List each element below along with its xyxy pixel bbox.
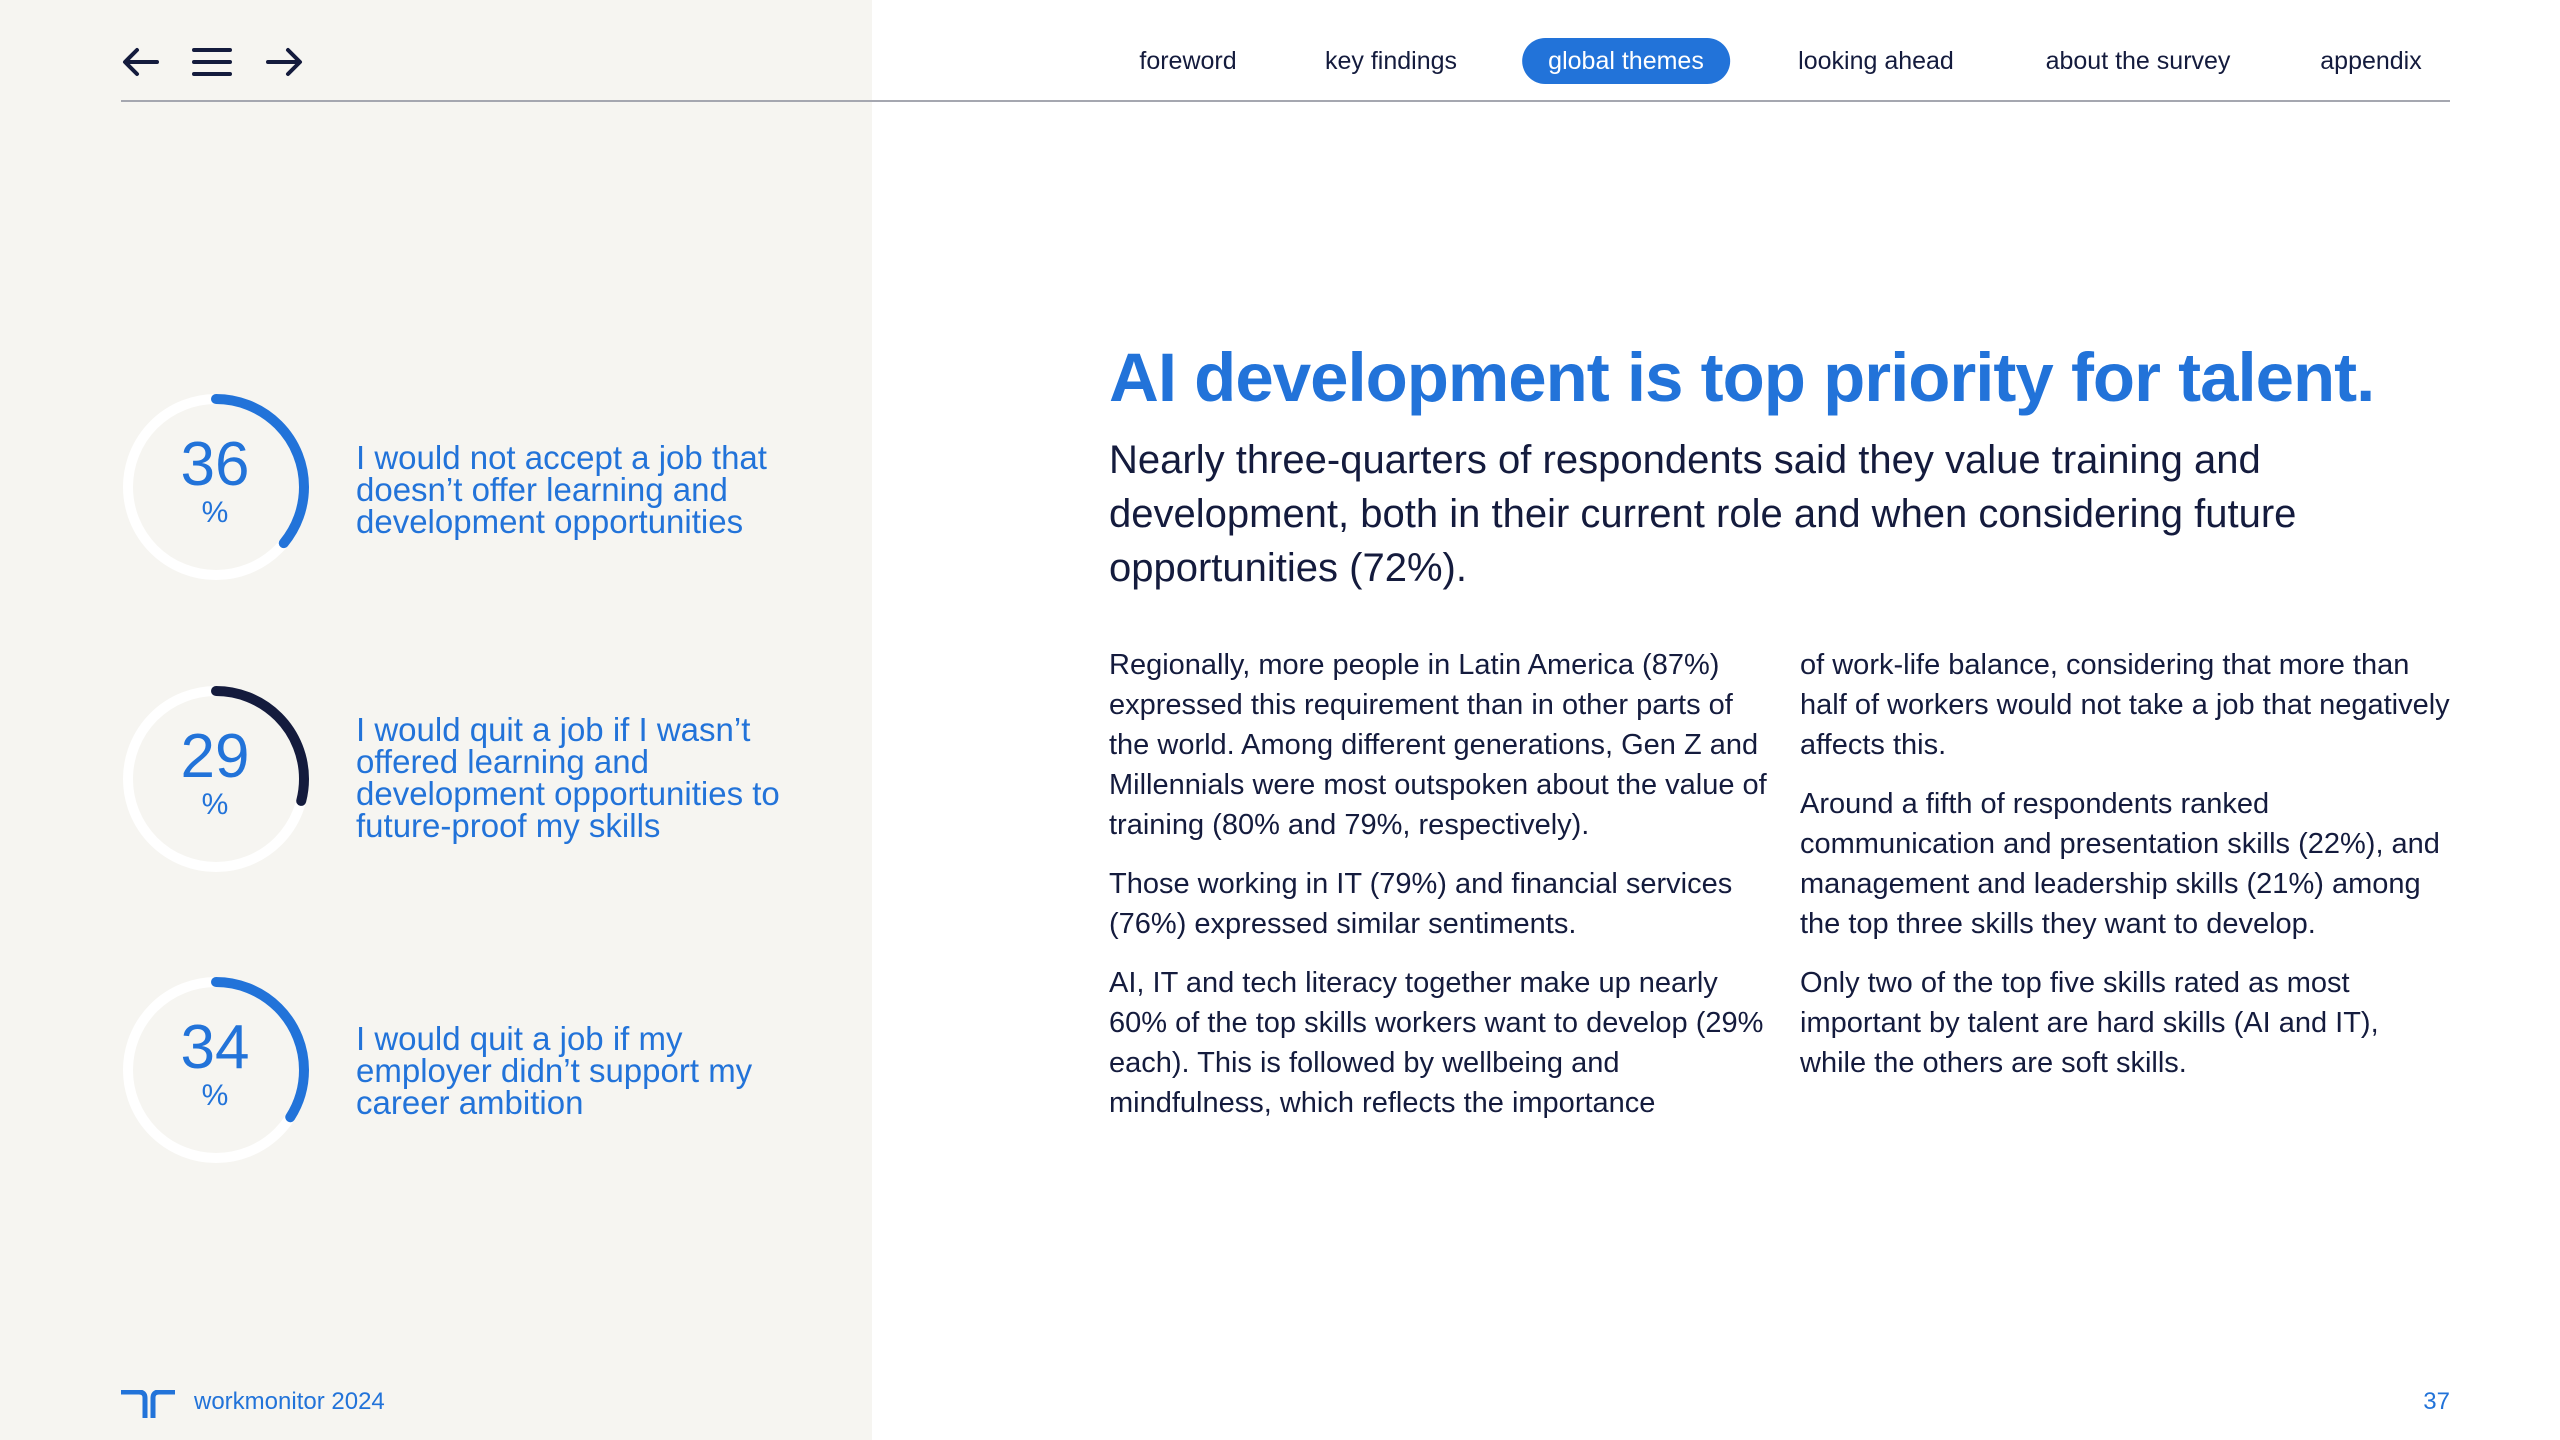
stat-label: I would quit a job if my employer didn’t support my career ambition — [356, 1020, 753, 1121]
stat-value: 34 — [180, 1013, 250, 1082]
page-title: AI development is top priority for talent. — [1109, 339, 2375, 416]
tab-about-the-survey[interactable]: about the survey — [2045, 47, 2231, 75]
arrow-right-icon[interactable] — [264, 44, 304, 80]
arrow-left-icon[interactable] — [121, 44, 161, 80]
tab-global-themes[interactable]: global themes — [1522, 38, 1730, 84]
stat-label: I would quit a job if I wasn’t offered learning and development opportunities to future-proof my skills — [356, 711, 780, 844]
stat-label: I would not accept a job that doesn’t offer learning and development opportunities — [356, 439, 767, 540]
footer-brand: workmonitor 2024 — [194, 1388, 385, 1415]
header-divider — [121, 100, 2450, 102]
tab-appendix[interactable]: appendix — [2320, 47, 2422, 75]
page-subtitle: Nearly three-quarters of respondents said they value training and development, both in their current role and when considering future opportunities (72%). — [1109, 438, 2297, 590]
body-column-2 — [1800, 645, 2450, 1102]
stat-value: 29 — [180, 722, 250, 791]
stat-unit: % — [201, 788, 229, 821]
stat-item — [121, 975, 841, 1165]
paragraph: Those working in IT (79%) and financial services (76%) expressed similar sentiments. — [1109, 868, 1733, 940]
hamburger-menu-icon[interactable] — [192, 44, 232, 80]
paragraph: Regionally, more people in Latin America (87%) expressed this requirement than in other parts of the world. Among different generations, Gen Z and Millennials were most outspoken about the value of training (80% and 79%, respectively). — [1109, 649, 1767, 841]
stat-value: 36 — [180, 430, 250, 499]
paragraph: of work-life balance, considering that more than half of workers would not take a job that negatively affects this. — [1800, 649, 2450, 761]
stat-unit: % — [201, 496, 229, 529]
page-number: 37 — [2423, 1388, 2450, 1415]
stat-item — [121, 392, 841, 582]
paragraph: AI, IT and tech literacy together make up nearly 60% of the top skills workers want to develop (29% each). This is followed by wellbeing and mindfulness, which reflects the importance — [1109, 967, 1764, 1119]
body-column-1 — [1109, 645, 1769, 1142]
tab-looking-ahead[interactable]: looking ahead — [1798, 47, 1954, 75]
tab-key-findings[interactable]: key findings — [1324, 47, 1458, 75]
paragraph: Only two of the top five skills rated as most important by talent are hard skills (AI and IT), while the others are soft skills. — [1800, 967, 2379, 1079]
stat-item — [121, 684, 841, 874]
paragraph: Around a fifth of respondents ranked communication and presentation skills (22%), and management and leadership skills (21%) among the top three skills they want to develop. — [1800, 788, 2440, 940]
tab-foreword[interactable]: foreword — [1139, 47, 1237, 75]
randstad-logo-icon — [121, 1390, 175, 1418]
stat-unit: % — [201, 1079, 229, 1112]
